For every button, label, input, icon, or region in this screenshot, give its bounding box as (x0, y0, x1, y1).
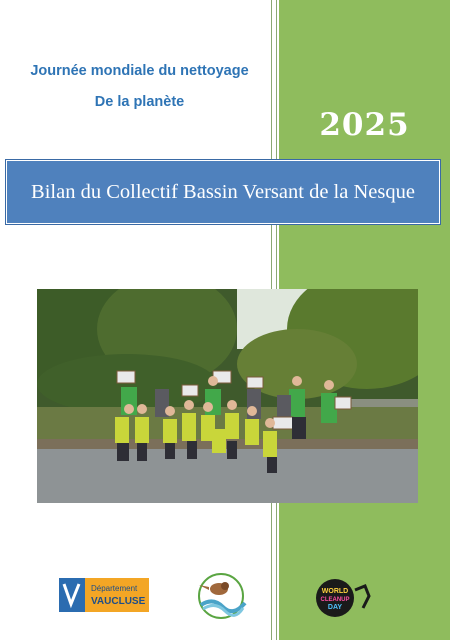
wcd-line1: WORLD (321, 588, 349, 595)
event-title-line2: De la planète (94, 94, 185, 110)
report-title-banner (6, 160, 440, 224)
vaucluse-line1: Département (91, 584, 138, 593)
event-title-line1: Journée mondiale du nettoyage (30, 63, 249, 79)
year-label: 2025 (319, 107, 410, 143)
group-photo (37, 289, 418, 503)
wcd-line3: DAY (327, 604, 343, 611)
vaucluse-logo (59, 578, 149, 612)
kingfisher-logo (193, 571, 249, 621)
wcd-line2: CLEANUP (320, 597, 350, 603)
world-cleanup-day-logo (313, 578, 375, 618)
vaucluse-line2: VAUCLUSE (91, 596, 146, 607)
report-title: Bilan du Collectif Bassin Versant de la Nesque (31, 180, 415, 203)
